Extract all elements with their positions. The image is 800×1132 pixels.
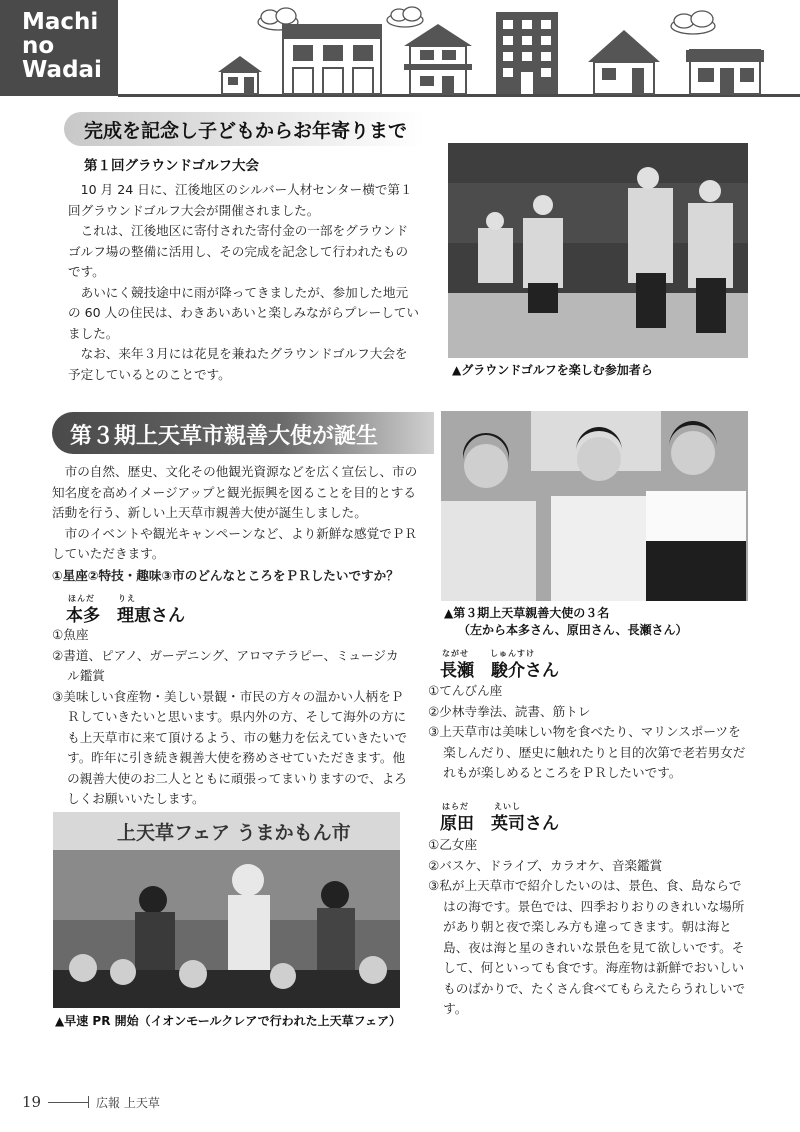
building-icon <box>496 12 558 94</box>
name-ruby-given: えいし <box>494 802 521 811</box>
paragraph: あいにく競技途中に雨が降ってきましたが、参加した地元の 60 人の住民は、わきあいあいと楽しみながらプレーしていました。 <box>68 284 419 341</box>
townscape-illustration <box>118 0 800 95</box>
logo-line: Machi <box>22 9 99 35</box>
article1-subtitle: 第１回グラウンドゴルフ大会 <box>84 158 259 174</box>
footer-rule <box>48 1102 88 1103</box>
shop-icon <box>283 25 381 94</box>
publication-name: 広報 上天草 <box>96 1096 160 1110</box>
answer: ②書道、ピアノ、ガーデニング、アロマテラピー、ミュージカル鑑賞 <box>52 647 399 683</box>
paragraph: なお、来年３月には花見を兼ねたグラウンドゴルフ大会を予定しているとのことです。 <box>68 346 408 382</box>
fair-caption: ▲早速 PR 開始（イオンモールクレアで行われた上天草フェア） <box>55 1014 402 1028</box>
answer: ①てんびん座 <box>428 683 503 698</box>
article2-title <box>52 412 434 454</box>
groundgolf-photo-drawing <box>448 143 748 358</box>
ambassador-answers <box>428 835 752 1020</box>
ambassador-name: 原田 英司さん <box>440 814 559 834</box>
answer: ③私が上天草市で紹介したいのは、景色、食、島ならではの海です。景色では、四季おりおりのきれいな場所があり朝と夜で楽しみ方も違ってきます。朝は海と島、夜は海と星のきれいな景色を見て欲しいです。そして、何といっても食です。海産物は新鮮でおいしいものばかりで、たくさん食べてもらえたらうれしいです。 <box>428 878 746 1016</box>
house-icon <box>588 30 660 94</box>
fair-banner <box>53 812 400 850</box>
name-ruby-given: しゅんすけ <box>490 649 535 658</box>
article2-body <box>52 462 428 565</box>
ambassador-name: 本多 理恵さん <box>66 606 185 626</box>
answer: ①魚座 <box>52 627 89 642</box>
article1-body <box>68 180 420 385</box>
ambassador-answers <box>52 625 408 810</box>
name-ruby-surname: ほんだ <box>68 594 95 603</box>
paragraph: 市の自然、歴史、文化その他観光資源などを広く宣伝し、市の知名度を高めイメージアップと観光振興を図ることを目的とする活動を行う、新しい上天草市親善大使が誕生しました。 <box>52 464 418 520</box>
logo-line: no <box>22 33 55 59</box>
groundgolf-photo <box>448 143 748 358</box>
fair-photo <box>53 812 400 1008</box>
page-number: 19 <box>22 1093 42 1111</box>
ambassadors-photo-drawing <box>441 411 748 601</box>
answer: ②少林寺拳法、読書、筋トレ <box>428 703 591 719</box>
paragraph: 市のイベントや観光キャンペーンなど、より新鮮な感覚でＰＲしていただきます。 <box>52 525 417 561</box>
ambassadors-photo <box>441 411 748 601</box>
name-ruby-given: りえ <box>118 594 136 603</box>
fair-photo-drawing <box>53 850 400 1008</box>
questions-line: ①星座②特技・趣味③市のどんなところをＰＲしたいですか？ <box>52 568 399 583</box>
ambassador-answers <box>428 681 752 784</box>
footer-tick <box>88 1096 89 1108</box>
article1-title-text: 完成を記念し子どもからお年寄りまで <box>84 120 408 142</box>
section-logo <box>0 0 118 96</box>
house-icon <box>218 56 262 94</box>
groundgolf-photo-caption: ▲グラウンドゴルフを楽しむ参加者ら <box>452 363 653 377</box>
name-ruby-surname: はらだ <box>442 802 469 811</box>
logo-line: Wadai <box>22 57 102 83</box>
house-icon <box>404 24 472 94</box>
answer: ③美味しい食産物・美しい景観・市民の方々の温かい人柄をＰＲしていきたいと思います。県内外の方、そして海外の方にも上天草市に来て頂けるよう、市の魅力を伝えていきたいです。昨年に引き続き親善大使を務めさせていただきます。他の親善大使のお二人とともに頑張ってまいりますので、よろしくお願いいたします。 <box>52 688 408 806</box>
store-icon <box>686 50 764 94</box>
ambassadors-caption-line2: （左から本多さん、原田さん、長瀬さん） <box>458 623 688 637</box>
fair-banner-text: 上天草フェア うまかもん市 <box>117 822 351 844</box>
article2-title-text: 第３期上天草市親善大使が誕生 <box>70 424 379 449</box>
name-ruby-surname: ながせ <box>442 649 469 658</box>
answer: ③上天草市は美味しい物を食べたり、マリンスポーツを楽しんだり、歴史に触れたりと目的次第で老若男女だれもが楽しめるところをＰＲしたいです。 <box>428 724 746 780</box>
paragraph: これは、江後地区に寄付された寄付金の一部をグラウンドゴルフ場の整備に活用し、その完成を記念して行われたものです。 <box>68 223 409 279</box>
ambassador-name: 長瀬 駿介さん <box>440 661 559 681</box>
article1-title <box>64 112 424 146</box>
answer: ②バスケ、ドライブ、カラオケ、音楽鑑賞 <box>428 857 663 873</box>
ambassadors-caption-line1: ▲第３期上天草親善大使の３名 <box>444 606 610 620</box>
answer: ①乙女座 <box>428 837 478 852</box>
paragraph: 10 月 24 日に、江後地区のシルバー人材センター横で第１回グラウンドゴルフ大会が開催されました。 <box>68 182 413 218</box>
